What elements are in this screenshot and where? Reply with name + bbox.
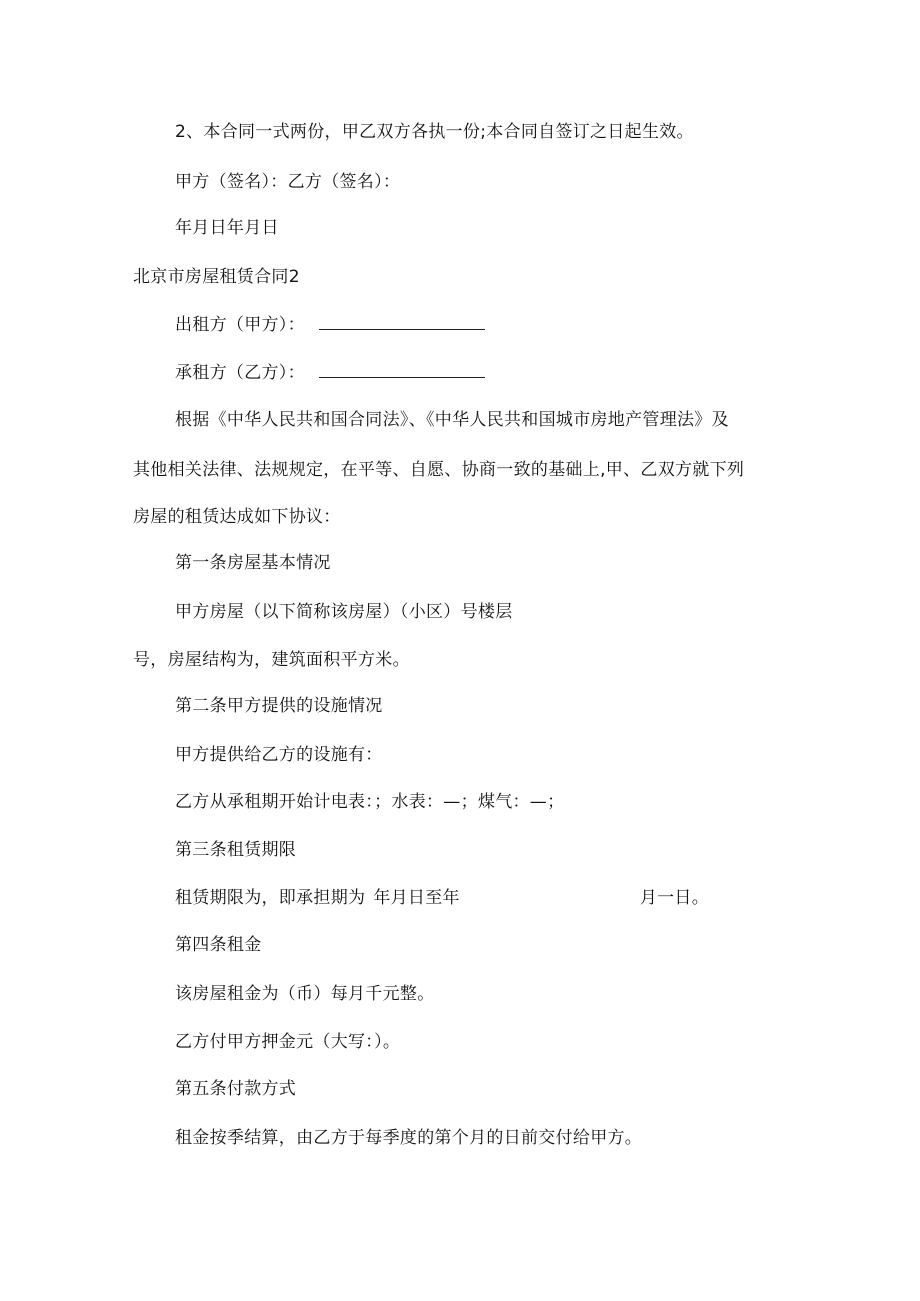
article-2-heading: 第二条甲方提供的设施情况 [175, 696, 383, 716]
lessee-blank-field [319, 363, 485, 378]
date-line: 年月日年月日 [175, 218, 279, 238]
lessor-label: 出租方（甲方）： [175, 315, 305, 335]
preamble-line-3: 房屋的租赁达成如下协议： [133, 507, 341, 527]
lease-term-part-3: 月一日。 [639, 888, 710, 908]
article-3-heading: 第三条租赁期限 [175, 840, 297, 860]
contract-clause-copies: 2、本合同一式两份，甲乙双方各执一份;本合同自签订之日起生效。 [175, 122, 694, 142]
article-2-text-1: 甲方提供给乙方的设施有： [175, 745, 383, 765]
article-5-heading: 第五条付款方式 [175, 1079, 297, 1099]
lease-term-part-2: 年月日至年 [373, 888, 460, 908]
preamble-line-1: 根据《中华人民共和国合同法》、《中华人民共和国城市房地产管理法》及 [175, 410, 729, 430]
article-4-heading: 第四条租金 [175, 935, 262, 955]
lessee-label: 承租方（乙方）： [175, 363, 305, 383]
signature-line: 甲方（签名）：乙方（签名）： [175, 172, 401, 192]
contract-title: 北京市房屋租赁合同2 [133, 267, 300, 287]
article-1-heading: 第一条房屋基本情况 [175, 553, 331, 573]
article-4-text-2: 乙方付甲方押金元（大写：）。 [175, 1032, 401, 1052]
lessor-line [175, 315, 485, 335]
lessor-blank-field [319, 315, 485, 330]
article-1-text-2: 号，房屋结构为，建筑面积平方米。 [133, 650, 410, 670]
article-5-text: 租金按季结算，由乙方于每季度的第个月的日前交付给甲方。 [175, 1128, 643, 1148]
lease-term-part-1: 租赁期限为，即承担期为 [175, 888, 366, 908]
preamble-line-2: 其他相关法律、法规规定，在平等、自愿、协商一致的基础上,甲、乙双方就下列 [133, 460, 745, 480]
article-4-text-1: 该房屋租金为（币）每月千元整。 [175, 984, 435, 1004]
lessee-line [175, 363, 485, 383]
article-2-text-2: 乙方从承租期开始计电表：；水表：—；煤气：—； [175, 792, 565, 812]
article-1-text-1: 甲方房屋（以下简称该房屋）（小区）号楼层 [175, 602, 513, 622]
article-3-text [175, 888, 709, 908]
